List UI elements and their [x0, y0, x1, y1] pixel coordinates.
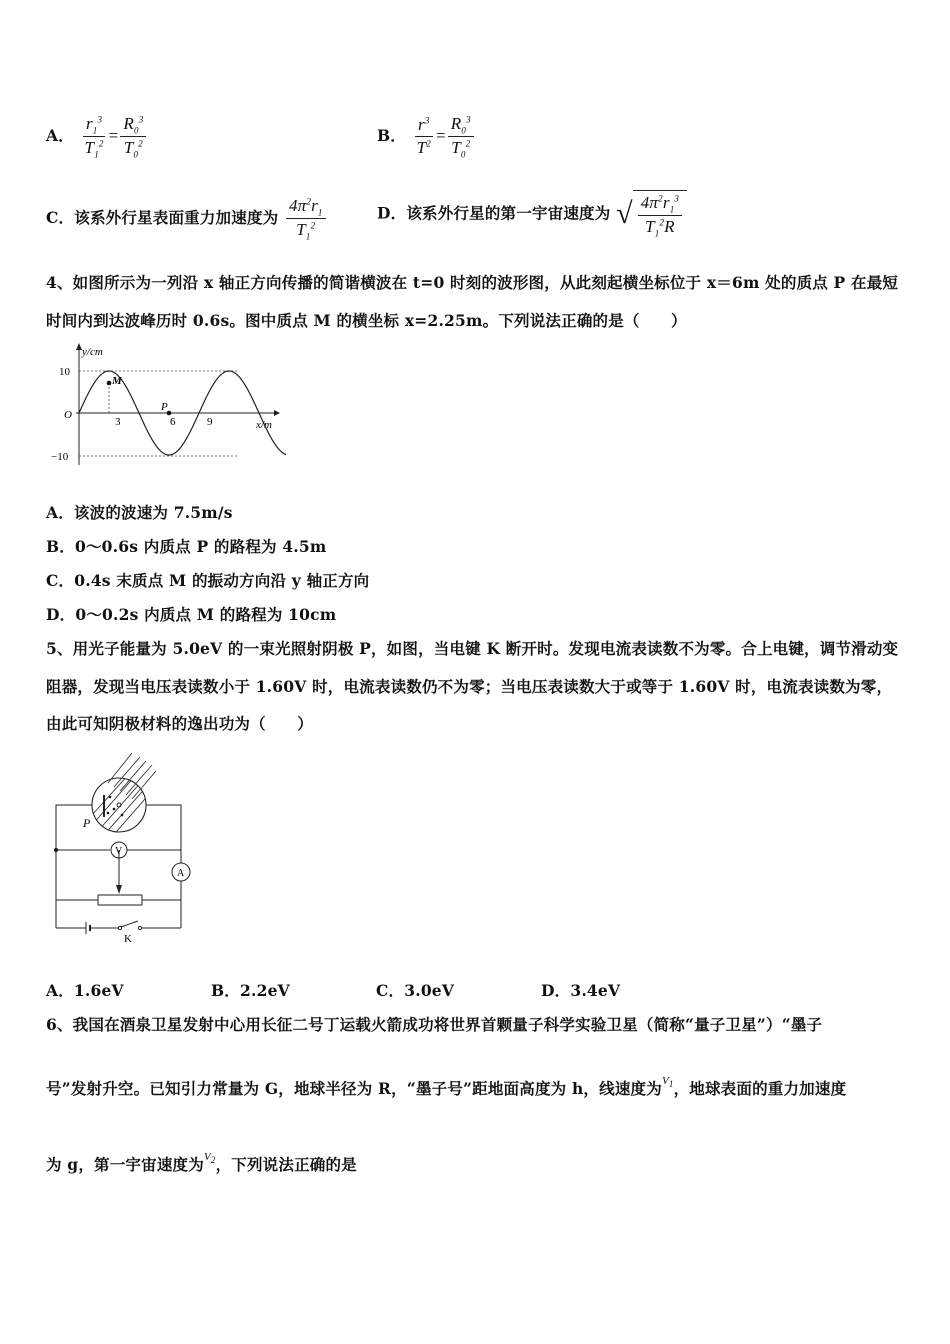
label-m: M — [112, 375, 122, 387]
option-label: C． — [46, 207, 75, 227]
option-label: A． — [46, 125, 74, 145]
option-4a: A．该波的波速为 7.5m/s — [46, 503, 233, 522]
option-3b: B． $\frac{r^3}{T^2}$ = $\frac{R_0^3}{T_0^2}$ — [377, 114, 476, 160]
option-text: 该系外行星表面重力加速度为 — [74, 207, 279, 227]
wire-right-top — [146, 805, 181, 863]
label-a: A — [177, 868, 185, 879]
wave-graph — [46, 340, 286, 470]
point-m — [107, 381, 112, 386]
y-min-label: −10 — [51, 451, 69, 463]
option-label: B． — [377, 125, 407, 145]
question-4-line1: 4、如图所示为一列沿 x 轴正方向传播的简谐横波在 t=0 时刻的波形图，从此刻起横坐标位于 x＝6m 处的质点 P 在最短 — [46, 273, 899, 292]
tube-hatch — [92, 773, 152, 839]
label-v: V — [115, 846, 123, 857]
tick-3: 3 — [115, 416, 121, 428]
rheostat — [98, 895, 142, 905]
x-axis-label: x/m — [256, 419, 272, 431]
question-5-line2: 阻器，发现当电压表读数小于 1.60V 时，电流表读数仍不为零；当电压表读数大于或等于 1.60V 时，电流表读数为零， — [46, 677, 893, 696]
option-5d: D．3.4eV — [541, 981, 621, 1000]
formula-c: $\frac{4\pi^2r_1}{T_1^2}$ — [286, 196, 326, 242]
option-text: 该系外行星的第一宇宙速度为 — [406, 203, 611, 223]
formula-b-right: $\frac{R_0^3}{T_0^2}$ — [448, 114, 474, 160]
v2-symbol: V2 — [203, 1151, 216, 1166]
option-5b: B．2.2eV — [211, 981, 290, 1000]
option-3a: A． $\frac{r_1^3}{T_1^2}$ = $\frac{R_0^3}{T_0^2}$ — [46, 114, 148, 160]
formula-d: √ $\frac{4\pi^2r_1^3}{T_1^2R}$ — [616, 190, 687, 239]
label-p: P — [161, 401, 168, 413]
option-5c: C．3.0eV — [376, 981, 455, 1000]
origin-label: O — [64, 409, 72, 421]
y-max-label: 10 — [59, 366, 70, 378]
circuit-diagram — [46, 745, 206, 950]
option-3c — [46, 196, 328, 242]
option-4d: D．0～0.2s 内质点 M 的路程为 10cm — [46, 605, 337, 624]
v1-symbol: V1 — [661, 1075, 674, 1090]
question-6-line3 — [46, 1151, 357, 1175]
option-5a: A．1.6eV — [46, 981, 124, 1000]
y-axis-label: y/cm — [82, 346, 103, 358]
switch-contact — [138, 926, 141, 929]
question-5-line1: 5、用光子能量为 5.0eV 的一束光照射阴极 P，如图，当电键 K 断开时。发现电流表读数不为零。合上电键，调节滑动变 — [46, 639, 899, 658]
label-p: P — [83, 816, 91, 830]
formula-a-right: $\frac{R_0^3}{T_0^2}$ — [120, 114, 146, 160]
question-5-line3: 由此可知阴极材料的逸出功为（ ） — [46, 714, 313, 733]
x-axis-arrow — [274, 410, 280, 416]
option-label: D． — [377, 203, 407, 223]
text-part: 号”发射升空。已知引力常量为 G，地球半径为 R，“墨子号”距地面高度为 h，线速度为 — [46, 1079, 662, 1098]
label-k: K — [124, 933, 132, 945]
option-4b: B．0～0.6s 内质点 P 的路程为 4.5m — [46, 537, 327, 556]
question-4-line2: 时间内到达波峰历时 0.6s。图中质点 M 的横坐标 x=2.25m。下列说法正确的是（ ） — [46, 311, 687, 330]
option-3d — [377, 190, 687, 239]
question-6-line1: 6、我国在酒泉卫星发射中心用长征二号丁运载火箭成功将世界首颗量子科学实验卫星（简称“量子卫星”）“墨子 — [46, 1015, 823, 1034]
formula-b-left: $\frac{r^3}{T^2}$ — [416, 115, 431, 158]
question-6-line2 — [46, 1075, 846, 1099]
text-part: ，下列说法正确的是 — [215, 1155, 357, 1174]
tick-6: 6 — [170, 416, 176, 428]
slider-arrow — [116, 885, 122, 894]
switch-arm — [121, 921, 138, 927]
text-part: 为 g，第一宇宙速度为 — [46, 1155, 204, 1174]
text-part: ，地球表面的重力加速度 — [673, 1079, 847, 1098]
tick-9: 9 — [207, 416, 213, 428]
option-4c: C．0.4s 末质点 M 的振动方向沿 y 轴正方向 — [46, 571, 370, 590]
formula-a-left: $\frac{r_1^3}{T_1^2}$ — [84, 114, 104, 160]
